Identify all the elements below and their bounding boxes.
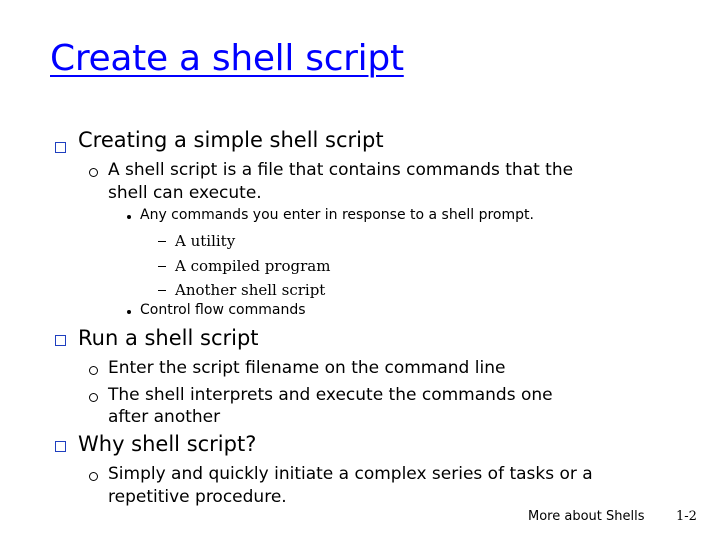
subpoint-text: Control flow commands <box>140 302 306 318</box>
dash-item-text: Another shell script <box>175 281 326 299</box>
circle-bullet-icon <box>89 366 98 375</box>
circle-bullet-icon <box>89 168 98 177</box>
dot-bullet-icon <box>127 215 131 219</box>
circle-bullet-icon <box>89 472 98 481</box>
dot-bullet-icon <box>127 310 131 314</box>
slide-title[interactable]: Create a shell script <box>50 38 404 79</box>
section-heading: Run a shell script <box>78 326 259 350</box>
point-text: A shell script is a file that contains commands that the <box>108 160 574 180</box>
point-text: Simply and quickly initiate a complex series of tasks or a <box>108 464 593 484</box>
dash-bullet-icon <box>158 241 166 242</box>
point-text: Enter the script filename on the command line <box>108 358 506 378</box>
point-text-continued: after another <box>108 407 221 427</box>
section-heading: Creating a simple shell script <box>78 128 384 152</box>
circle-bullet-icon <box>89 393 98 402</box>
page-number: 1-2 <box>676 509 697 524</box>
footer-label: More about Shells <box>528 509 645 524</box>
square-bullet-icon <box>55 142 66 153</box>
point-text-continued: repetitive procedure. <box>108 487 287 507</box>
square-bullet-icon <box>55 335 66 346</box>
point-text: The shell interprets and execute the commands one <box>108 385 553 405</box>
dash-item-text: A utility <box>175 232 236 250</box>
dash-bullet-icon <box>158 290 166 291</box>
dash-bullet-icon <box>158 266 166 267</box>
subpoint-text: Any commands you enter in response to a shell prompt. <box>140 207 534 223</box>
point-text-continued: shell can execute. <box>108 183 262 203</box>
section-heading: Why shell script? <box>78 432 257 456</box>
dash-item-text: A compiled program <box>175 257 331 275</box>
square-bullet-icon <box>55 441 66 452</box>
